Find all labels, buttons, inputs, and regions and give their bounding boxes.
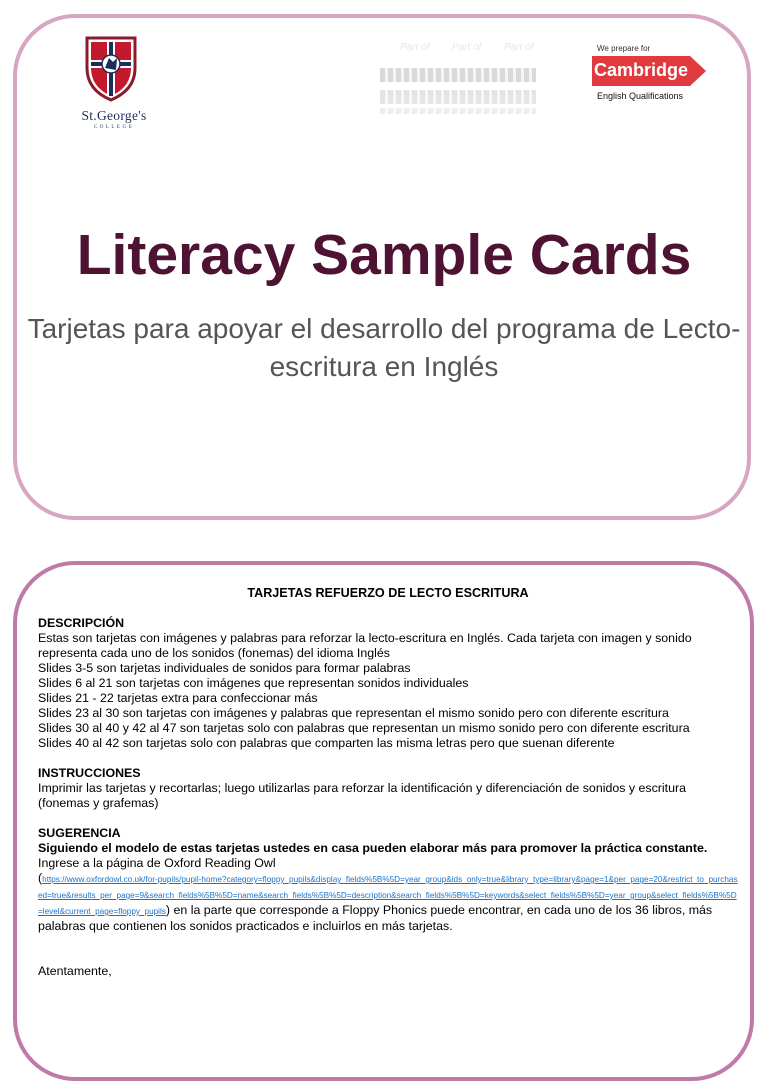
instrucciones-heading: INSTRUCCIONES (38, 766, 141, 780)
oxford-owl-link[interactable]: https://www.oxfordowl.co.uk/for-pupils/pupil-home?category=floppy_pupils&display_fields%5B%5D=year_group&ids_only=true&library_type=library&page=1&per_page=20&restrict_to_purchased=true&results_per_page=9&search_fields%5B%5D=name&search_fields%5B%5D=description&search_fields%5B%5D=keywords&select_fields%5B%5D=year_group&select_fields%5B%5D=level&current_page=floppy_pupils (38, 875, 738, 916)
part-of-label: Part of (452, 42, 482, 53)
descripcion-line: Slides 21 - 22 tarjetas extra para confeccionar más (38, 691, 318, 705)
descripcion-line: Estas son tarjetas con imágenes y palabras para reforzar la lecto-escritura en Inglés. Cada tarjeta con imagen y sonido representa cada uno de los sonidos (fonemas) del idioma Inglés (38, 631, 692, 660)
school-crest-icon (83, 34, 139, 102)
sugerencia-link-paragraph (38, 871, 738, 934)
descripcion-line: Slides 40 al 42 son tarjetas solo con palabras que comparten las misma letras pero que suenan diferente (38, 736, 615, 750)
faded-logo-band (380, 68, 536, 82)
oxford-logo-strip (380, 40, 536, 118)
cambridge-name: Cambridge (594, 60, 689, 80)
part-of-label: Part of (504, 42, 534, 53)
cover-subtitle: Tarjetas para apoyar el desarrollo del programa de Lecto-escritura en Inglés (27, 313, 741, 382)
after-link-text: ) en la parte que corresponde a Floppy Phonics puede encontrar, en cada uno de los 36 libros, más palabras que contienen los sonidos practicados e incluirlos en más tarjetas. (38, 903, 713, 933)
descripcion-heading: DESCRIPCIÓN (38, 616, 125, 630)
faded-logo-band (380, 90, 536, 104)
document-title: TARJETAS REFUERZO DE LECTO ESCRITURA (247, 586, 529, 600)
sugerencia-heading: SUGERENCIA (38, 826, 121, 840)
cover-title: Literacy Sample Cards (76, 223, 692, 287)
instructions-document (38, 586, 738, 979)
sugerencia-bold-text: Siguiendo el modelo de estas tarjetas ustedes en casa pueden elaborar más para promover la práctica constante. (38, 841, 708, 855)
faded-logo-band (380, 108, 536, 114)
instrucciones-text: Imprimir las tarjetas y recortarlas; luego utilizarlas para reforzar la identificación y diferenciación de sonidos y escritura (fonemas y grafemas) (38, 781, 687, 810)
school-name: St.George's (81, 108, 147, 123)
part-of-label: Part of (400, 42, 430, 53)
open-paren: ( (38, 871, 43, 885)
sugerencia-intro: Ingrese a la página de Oxford Reading Owl (38, 856, 276, 870)
descripcion-line: Slides 6 al 21 son tarjetas con imágenes que representan sonidos individuales (38, 676, 469, 690)
closing-text: Atentamente, (38, 964, 112, 978)
cambridge-qualifications: English Qualifications (597, 91, 684, 101)
descripcion-line: Slides 3-5 son tarjetas individuales de sonidos para formar palabras (38, 661, 411, 675)
cambridge-prep-text: We prepare for (597, 44, 651, 53)
descripcion-line: Slides 30 al 40 y 42 al 47 son tarjetas solo con palabras que representan un mismo sonido pero con diferente escritura (38, 721, 690, 735)
cambridge-logo (590, 44, 720, 106)
descripcion-line: Slides 23 al 30 son tarjetas con imágenes y palabras que representan el mismo sonido pero con diferente escritura (38, 706, 669, 720)
school-subtitle: COLLEGE (93, 125, 135, 130)
st-georges-logo (66, 34, 162, 130)
